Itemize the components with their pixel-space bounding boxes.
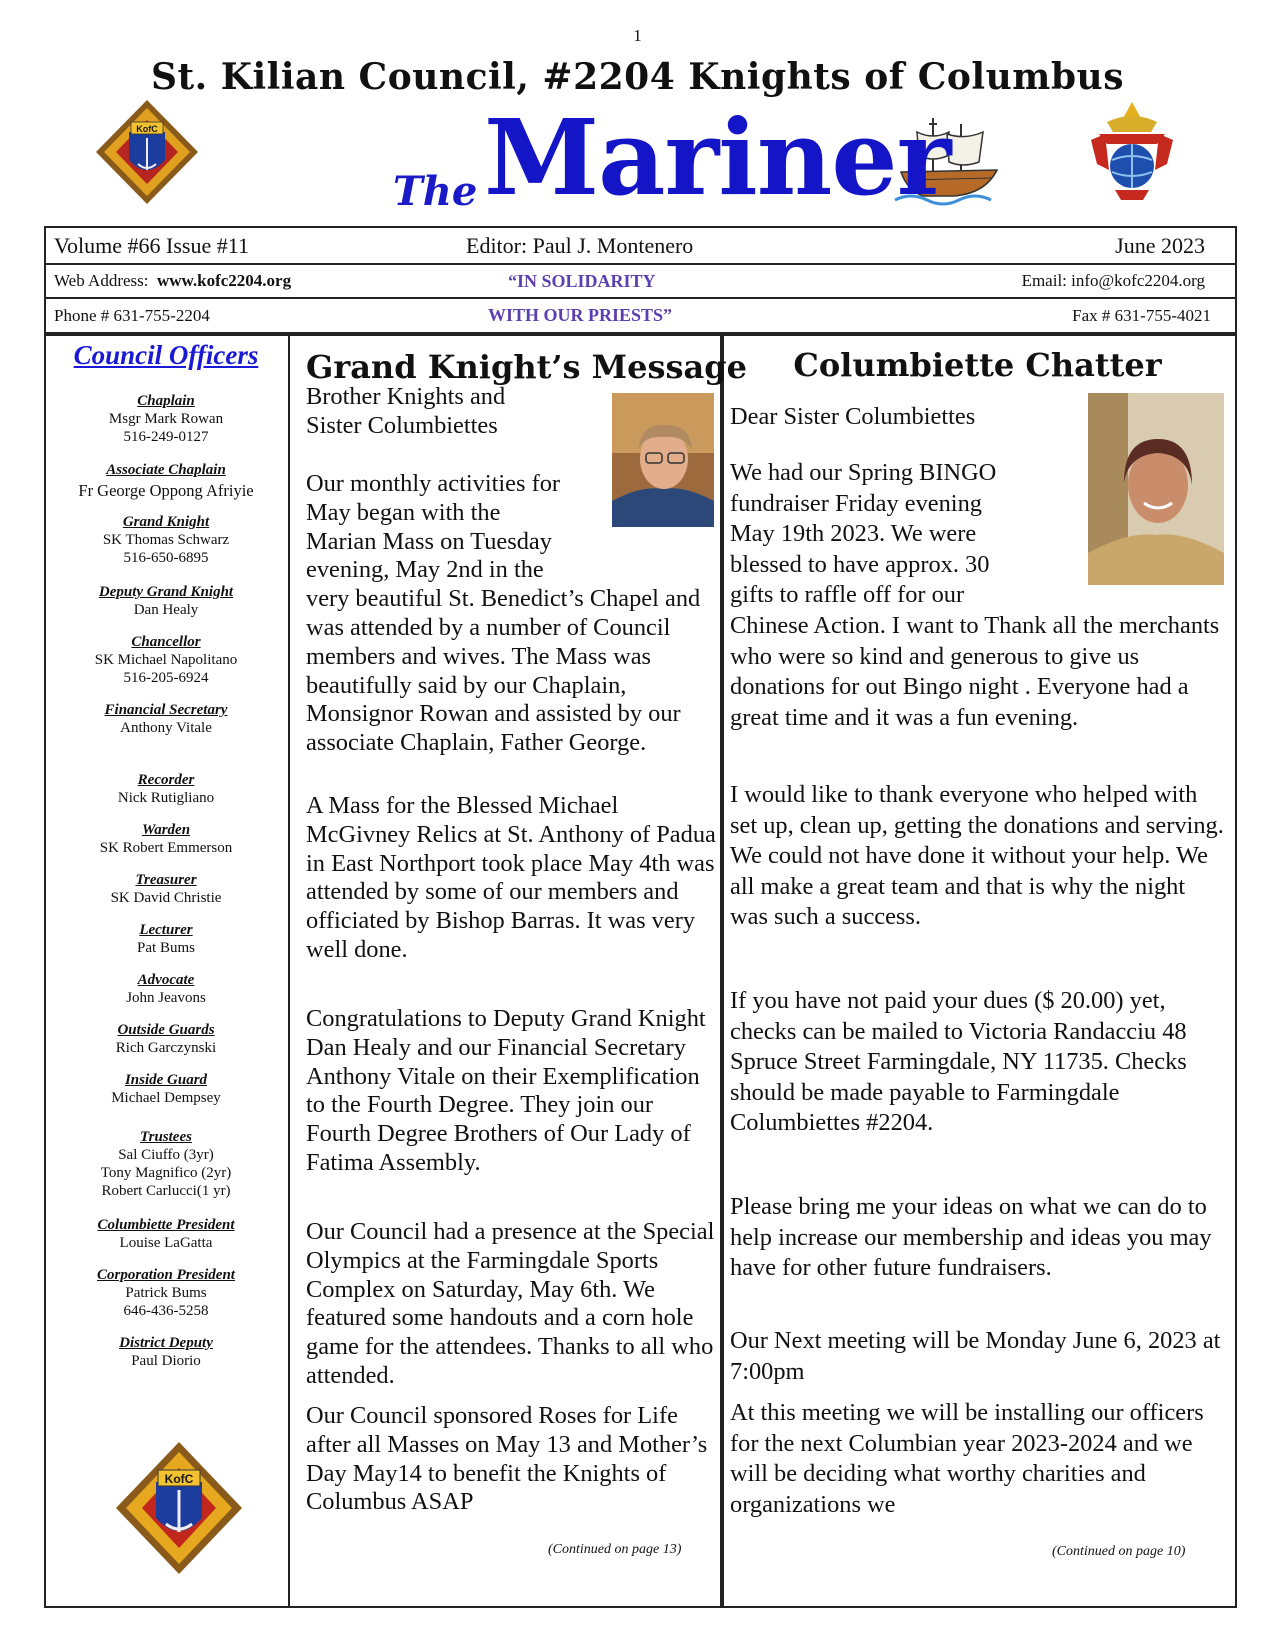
officer-role: Warden xyxy=(141,822,191,838)
officer-role: Columbiette President xyxy=(97,1217,235,1233)
gk-paragraph-1 xyxy=(306,470,720,758)
emblem-letters: KofC xyxy=(164,1472,194,1486)
masthead-the: The xyxy=(393,168,478,215)
text-block: very beautiful St. Benedict’s Chapel and was attended by a number of Council members and wives. The Mass was beautifully said by our Chaplain, Monsignor Rowan and assisted by our associate Chaplain, Father George. xyxy=(306,585,701,757)
motto-line-2: WITH OUR PRIESTS” xyxy=(488,305,673,325)
columbiette-title: Columbiette Chatter xyxy=(793,346,1162,384)
officer-role: Deputy Grand Knight xyxy=(98,584,234,600)
officer-role: Inside Guard xyxy=(124,1072,208,1088)
info-row-phone xyxy=(44,297,1237,334)
officer-role: Outside Guards xyxy=(117,1022,215,1038)
gk-salutation xyxy=(306,383,505,441)
officer-name: Robert Carlucci(1 yr) xyxy=(101,1183,231,1199)
officer-name: Patrick Bums xyxy=(125,1285,207,1301)
officer-name: Rich Garczynski xyxy=(115,1040,217,1056)
text-line: blessed to have approx. 30 xyxy=(730,550,990,578)
council-title: St. Kilian Council, #2204 Knights of Columbus xyxy=(151,56,1124,98)
motto-line-1: “IN SOLIDARITY xyxy=(508,270,656,291)
text-block: Chinese Action. I want to Thank all the merchants who were so kind and generous to give us donations for out Bingo night . Everyone had a great time and it was a fun evening. xyxy=(730,611,1220,731)
officer-role: Advocate xyxy=(137,972,195,988)
officer-name: Louise LaGatta xyxy=(119,1235,213,1251)
cc-paragraph-3: If you have not paid your dues ($ 20.00) yet, checks can be mailed to Victoria Randacciu 48 Spruce Street Farmingdale, NY 11735. Checks should be made payable to Farmingdale Columbiettes #2204. xyxy=(730,987,1187,1137)
cc-paragraph-2: I would like to thank everyone who helped with set up, clean up, getting the donations and serving. We could not have done it without your help. We all make a great team and that is why the night was such a success. xyxy=(730,781,1224,931)
officer-role: Financial Secretary xyxy=(104,702,228,718)
officer-name: Dan Healy xyxy=(133,602,199,618)
grand-knight-title: Grand Knight’s Message xyxy=(306,348,747,386)
officer-role: Lecturer xyxy=(139,922,193,938)
officer-name: SK David Christie xyxy=(110,890,222,906)
officer-role: Chancellor xyxy=(131,634,201,650)
officer-role: Chaplain xyxy=(137,393,195,409)
officer-name: SK Thomas Schwarz xyxy=(102,532,230,548)
masthead-title: Mariner xyxy=(484,96,951,219)
officer-role: Grand Knight xyxy=(122,514,210,530)
web-address xyxy=(54,265,291,297)
gk-paragraph-4: Our Council had a presence at the Special Olympics at the Farmingdale Sports Complex on Saturday, May 6th. We featured some handouts and a corn hole game for the attendees. Thanks to all who attended. xyxy=(306,1218,715,1389)
officer-role: Treasurer xyxy=(135,872,197,888)
cc-continued: (Continued on page 10) xyxy=(1052,1544,1186,1559)
text-line: Marian Mass on Tuesday xyxy=(306,527,552,555)
cc-paragraph-1 xyxy=(730,458,1230,733)
officer-name: SK Michael Napolitano xyxy=(94,652,238,668)
officer-role: Corporation President xyxy=(97,1267,235,1283)
salutation-line: Sister Columbiettes xyxy=(306,411,498,439)
cc-salutation: Dear Sister Columbiettes xyxy=(730,403,976,430)
officer-role: District Deputy xyxy=(119,1335,213,1351)
cc-paragraph-5: Our Next meeting will be Monday June 6, 2023 at 7:00pm xyxy=(730,1327,1221,1385)
officer-role: Associate Chaplain xyxy=(106,462,226,478)
officer-name: Msgr Mark Rowan xyxy=(108,411,224,427)
phone-number: Phone # 631-755-2204 xyxy=(54,305,210,325)
officer-name: Michael Dempsey xyxy=(111,1090,221,1106)
cc-paragraph-4: Please bring me your ideas on what we can do to help increase our membership and ideas you may have for other future fundraisers. xyxy=(730,1193,1212,1282)
officer-name: Tony Magnifico (2yr) xyxy=(100,1165,232,1181)
text-line: Our monthly activities for xyxy=(306,470,561,497)
issue-date: June 2023 xyxy=(1115,232,1205,258)
gk-paragraph-5: Our Council sponsored Roses for Life after all Masses on May 13 and Mother’s Day May14 to benefit the Knights of Columbus ASAP xyxy=(306,1402,708,1516)
volume-issue: Volume #66 Issue #11 xyxy=(54,232,249,258)
kofc-emblem-icon xyxy=(94,98,200,206)
officer-name: Sal Ciuffo (3yr) xyxy=(118,1147,214,1163)
gk-continued: (Continued on page 13) xyxy=(548,1542,682,1557)
officer-name: Fr George Oppong Afriyie xyxy=(78,481,254,500)
page-number: 1 xyxy=(633,26,642,45)
text-line: evening, May 2nd in the xyxy=(306,556,544,584)
text-line: May 19th 2023. We were xyxy=(730,520,977,548)
officers-title: Council Officers xyxy=(73,340,259,370)
officer-name: Anthony Vitale xyxy=(120,720,212,736)
email-address[interactable]: Email: info@kofc2204.org xyxy=(1021,271,1205,290)
officer-name: Paul Diorio xyxy=(131,1353,201,1369)
salutation-line: Brother Knights and xyxy=(306,383,506,410)
officer-name: SK Robert Emmerson xyxy=(99,840,233,856)
officer-name: Pat Bums xyxy=(137,940,195,956)
text-line: gifts to raffle off for our xyxy=(730,581,965,609)
emblem-letters: KofC xyxy=(136,124,158,134)
info-row-volume xyxy=(44,226,1237,263)
officer-name: Nick Rutigliano xyxy=(117,790,215,806)
text-line: fundraiser Friday evening xyxy=(730,489,982,517)
fax-number: Fax # 631-755-4021 xyxy=(1072,305,1211,325)
editor: Editor: Paul J. Montenero xyxy=(466,232,694,258)
officer-phone: 516-249-0127 xyxy=(123,429,209,445)
officer-phone: 646-436-5258 xyxy=(123,1303,209,1319)
web-label: Web Address: xyxy=(54,271,149,290)
cc-paragraph-6: At this meeting we will be installing our officers for the next Columbian year 2023-2024 and we will be deciding what worthy charities and organizations we xyxy=(730,1399,1204,1518)
gk-paragraph-3: Congratulations to Deputy Grand Knight Dan Healy and our Financial Secretary Anthony Vitale on their Exemplification to the Fourth Degree. They join our Fourth Degree Brothers of Our Lady of Fatima Assembly. xyxy=(306,1005,706,1176)
text-line: May began with the xyxy=(306,498,501,526)
officer-phone: 516-650-6895 xyxy=(123,550,209,566)
officer-phone: 516-205-6924 xyxy=(123,670,209,686)
officer-role: Recorder xyxy=(137,772,195,788)
text-line: We had our Spring BINGO xyxy=(730,459,997,486)
fourth-degree-emblem-icon xyxy=(1087,100,1177,204)
officer-role: Trustees xyxy=(140,1129,192,1145)
web-url-link[interactable]: www.kofc2204.org xyxy=(156,271,292,290)
info-row-web xyxy=(44,263,1237,297)
gk-paragraph-2: A Mass for the Blessed Michael McGivney Relics at St. Anthony of Padua in East Northport took place May 4th was attended by some of our members and officiated by Bishop Barras. It was very well done. xyxy=(306,792,716,963)
officer-name: John Jeavons xyxy=(126,990,206,1006)
kofc-emblem-icon xyxy=(114,1440,244,1578)
